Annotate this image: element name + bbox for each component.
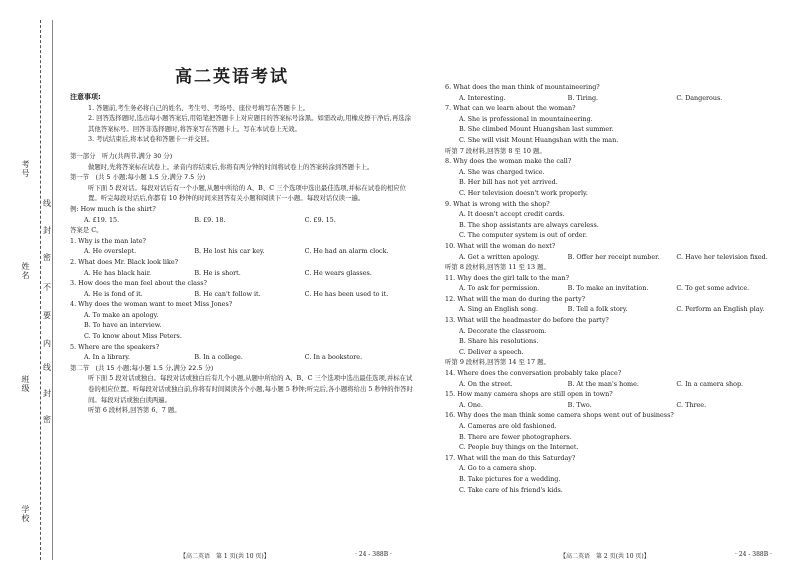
section2-instructions: 听下面 5 段对话或独白。每段对话或独白后有几个小题,从题中所给的 A、B、C 三个选项中选出最佳选项,并标在试卷的相应位置。听每段对话或独白前,你将有时间阅读各个小题,每小题 5 秒钟;听完后,各小题将给出 5 秒钟的作答时间。每段对话或独白读两遍。 [88, 374, 413, 404]
question: 10. What will the woman do next? [445, 241, 556, 250]
option: B. Take pictures for a wedding. [459, 474, 561, 483]
option: A. She is professional in mountaineering. [459, 114, 593, 123]
option: C. She will visit Mount Huangshan with the man. [459, 135, 619, 144]
binding-label-school: 学校 [21, 505, 30, 523]
option: C. Dangerous. [676, 93, 723, 102]
question: 12. What will the man do during the party? [445, 294, 586, 303]
question-options [70, 352, 415, 363]
option: B. Her bill has not yet arrived. [459, 178, 558, 187]
question: 1. Why is the man late? [70, 236, 146, 245]
binding-char: 不 [43, 283, 51, 292]
option: B. £9. 18. [194, 215, 226, 224]
option: C. £9. 15. [304, 215, 336, 224]
option: B. Tiring. [567, 93, 599, 102]
section2-heading: 第二节 (共 15 小题;每小题 1.5 分,满分 22.5 分) [70, 363, 214, 372]
binding-char: 封 [43, 389, 51, 398]
option: A. Cameras are old fashioned. [459, 422, 557, 430]
binding-char: 密 [43, 253, 51, 262]
option: A. One. [459, 400, 483, 409]
question-options [445, 379, 785, 390]
question: 14. Where does the conversation probably take place? [445, 369, 622, 378]
option: A. He overslept. [84, 247, 137, 256]
binding-char: 密 [43, 415, 51, 424]
option: A. To make an apology. [84, 310, 159, 319]
option: C. Take care of his friend's kids. [459, 485, 563, 494]
option: C. People buy things on the Internet. [459, 443, 579, 452]
question: 6. What does the man think of mountaineering? [445, 83, 600, 91]
question-options [445, 252, 785, 263]
option: C. The computer system is out of order. [459, 231, 587, 240]
option: B. He is short. [194, 268, 241, 277]
option: C. Three. [676, 400, 707, 409]
option: B. She climbed Mount Huangshan last summer. [459, 125, 614, 134]
notes-heading: 注意事项: [70, 93, 101, 101]
option: C. In a camera shop. [676, 379, 744, 388]
option: A. Decorate the classroom. [459, 326, 547, 335]
binding-label-id: 考号 [21, 160, 30, 178]
option: C. He has been used to it. [304, 289, 389, 298]
option: A. On the street. [459, 379, 513, 388]
footer-left: 【高二英语 第 1 页(共 10 页)】 [180, 553, 270, 560]
option: C. He wears glasses. [304, 268, 372, 277]
question-options [445, 400, 785, 411]
question: 9. What is wrong with the shop? [445, 199, 550, 208]
option: B. To make an invitation. [567, 284, 649, 293]
option: B. Two. [567, 400, 592, 409]
example-question: 例: How much is the shirt? [70, 204, 156, 213]
binding-char: 内 [43, 339, 51, 348]
part1-instructions: 做题时,先将答案标在试卷上。录音内容结束后,你将有两分钟的时间将试卷上的答案转涂到答题卡上。 [88, 162, 374, 171]
question: 13. What will the headmaster do before the party? [445, 316, 609, 325]
option: B. Share his resolutions. [459, 337, 539, 346]
option: A. In a library. [84, 353, 131, 362]
option: C. To know about Miss Peters. [84, 332, 182, 341]
passage-heading: 听第 6 段材料,回答第 6、7 题。 [88, 406, 181, 415]
footer-right-code: · 24 - 388B · [735, 551, 772, 558]
part1-heading: 第一部分 听力(共两节,满分 30 分) [70, 151, 173, 160]
question: 8. Why does the woman make the call? [445, 157, 572, 166]
option: C. Perform an English play. [676, 305, 765, 314]
option: A. To ask for permission. [459, 284, 540, 293]
cut-line [40, 20, 41, 560]
option: A. Interesting. [459, 93, 506, 102]
option: B. To have an interview. [84, 321, 162, 330]
question: 16. Why does the man think some camera shops went out of business? [445, 411, 674, 420]
option: C. He had an alarm clock. [304, 247, 389, 256]
option: B. In a college. [194, 353, 243, 362]
passage-heading: 听第 9 段材料,回答第 14 至 17 题。 [445, 358, 550, 367]
option: A. £19. 15. [84, 215, 120, 224]
option: A. He has black hair. [84, 268, 152, 277]
question-options [70, 289, 415, 300]
question-options [70, 268, 415, 279]
option: A. Go to a camera shop. [459, 464, 537, 473]
option: C. Have her television fixed. [676, 252, 768, 261]
option: B. Offer her receipt number. [567, 252, 660, 261]
option: C. To get some advice. [676, 284, 750, 293]
note-item: 3. 考试结束后,将本试卷和答题卡一并交回。 [88, 135, 214, 144]
passage-heading: 听第 7 段材料,回答第 8 至 10 题。 [445, 146, 546, 155]
question: 2. What does Mr. Black look like? [70, 257, 179, 266]
binding-line [52, 20, 53, 560]
option: A. Get a written apology. [459, 252, 540, 261]
question-options [445, 93, 785, 104]
left-column [70, 52, 415, 416]
option: B. There are fewer photographers. [459, 432, 572, 441]
question: 5. Where are the speakers? [70, 342, 160, 351]
section1-heading: 第一节 (共 5 小题;每小题 1.5 分,满分 7.5 分) [70, 173, 206, 182]
option: A. He is fond of it. [84, 289, 143, 298]
option: B. The shop assistants are always careless. [459, 220, 599, 229]
example-options [70, 215, 415, 226]
option: A. She was charged twice. [459, 167, 545, 176]
question: 17. What will the man do this Saturday? [445, 453, 576, 462]
page-title: 高二英语考试 [175, 67, 289, 87]
question-options [445, 283, 785, 294]
option: B. He lost his car key. [194, 247, 265, 256]
binding-label-class: 班级 [21, 375, 30, 393]
right-column [440, 0, 780, 82]
option: C. Her television doesn't work properly. [459, 188, 588, 197]
option: A. Sing an English song. [459, 305, 539, 314]
example-answer: 答案是 C。 [70, 226, 103, 235]
option: B. At the man's home. [567, 379, 639, 388]
note-item: 1. 答题前,考生务必将自己的姓名、考生号、考场号、座位号填写在答题卡上。 [88, 103, 310, 112]
question-options [70, 246, 415, 257]
footer-left-code: · 24 - 388B · [355, 551, 392, 558]
option: C. In a bookstore. [304, 353, 363, 362]
option: C. Deliver a speech. [459, 347, 524, 356]
option: B. Tell a folk story. [567, 305, 628, 314]
question-options [445, 304, 785, 315]
question: 3. How does the man feel about the class? [70, 279, 207, 288]
question: 15. How many camera shops are still open in town? [445, 390, 613, 399]
footer-right: 【高二英语 第 2 页(共 10 页)】 [560, 553, 650, 560]
binding-label-name: 姓名 [21, 262, 30, 280]
binding-char: 线 [43, 199, 51, 208]
note-item: 2. 回答选择题时,选出每小题答案后,用铅笔把答题卡上对应题目的答案标号涂黑。如需改动,用橡皮擦干净后,再选涂其他答案标号。回答非选择题时,将答案写在答题卡上。写在本试卷上无效。 [88, 114, 412, 133]
question: 7. What can we learn about the woman? [445, 104, 576, 113]
passage-heading: 听第 8 段材料,回答第 11 至 13 题。 [445, 263, 550, 272]
binding-char: 封 [43, 226, 51, 235]
option: A. It doesn't accept credit cards. [459, 210, 565, 219]
question: 4. Why does the woman want to meet Miss Jones? [70, 300, 233, 309]
question: 11. Why does the girl talk to the man? [445, 273, 569, 282]
binding-char: 要 [43, 311, 51, 320]
binding-margin [0, 0, 62, 577]
section1-instructions: 听下面 5 段对话。每段对话后有一个小题,从题中所给的 A、B、C 三个选项中选出最佳选项,并标在试卷的相应位置。听完每段对话后,你都有 10 秒钟的时间来回答有关小题和阅读下一小题。每段对话仅读一遍。 [88, 183, 407, 203]
binding-char: 线 [43, 363, 51, 372]
option: B. He can't follow it. [194, 289, 261, 298]
right-column-content [445, 82, 785, 495]
